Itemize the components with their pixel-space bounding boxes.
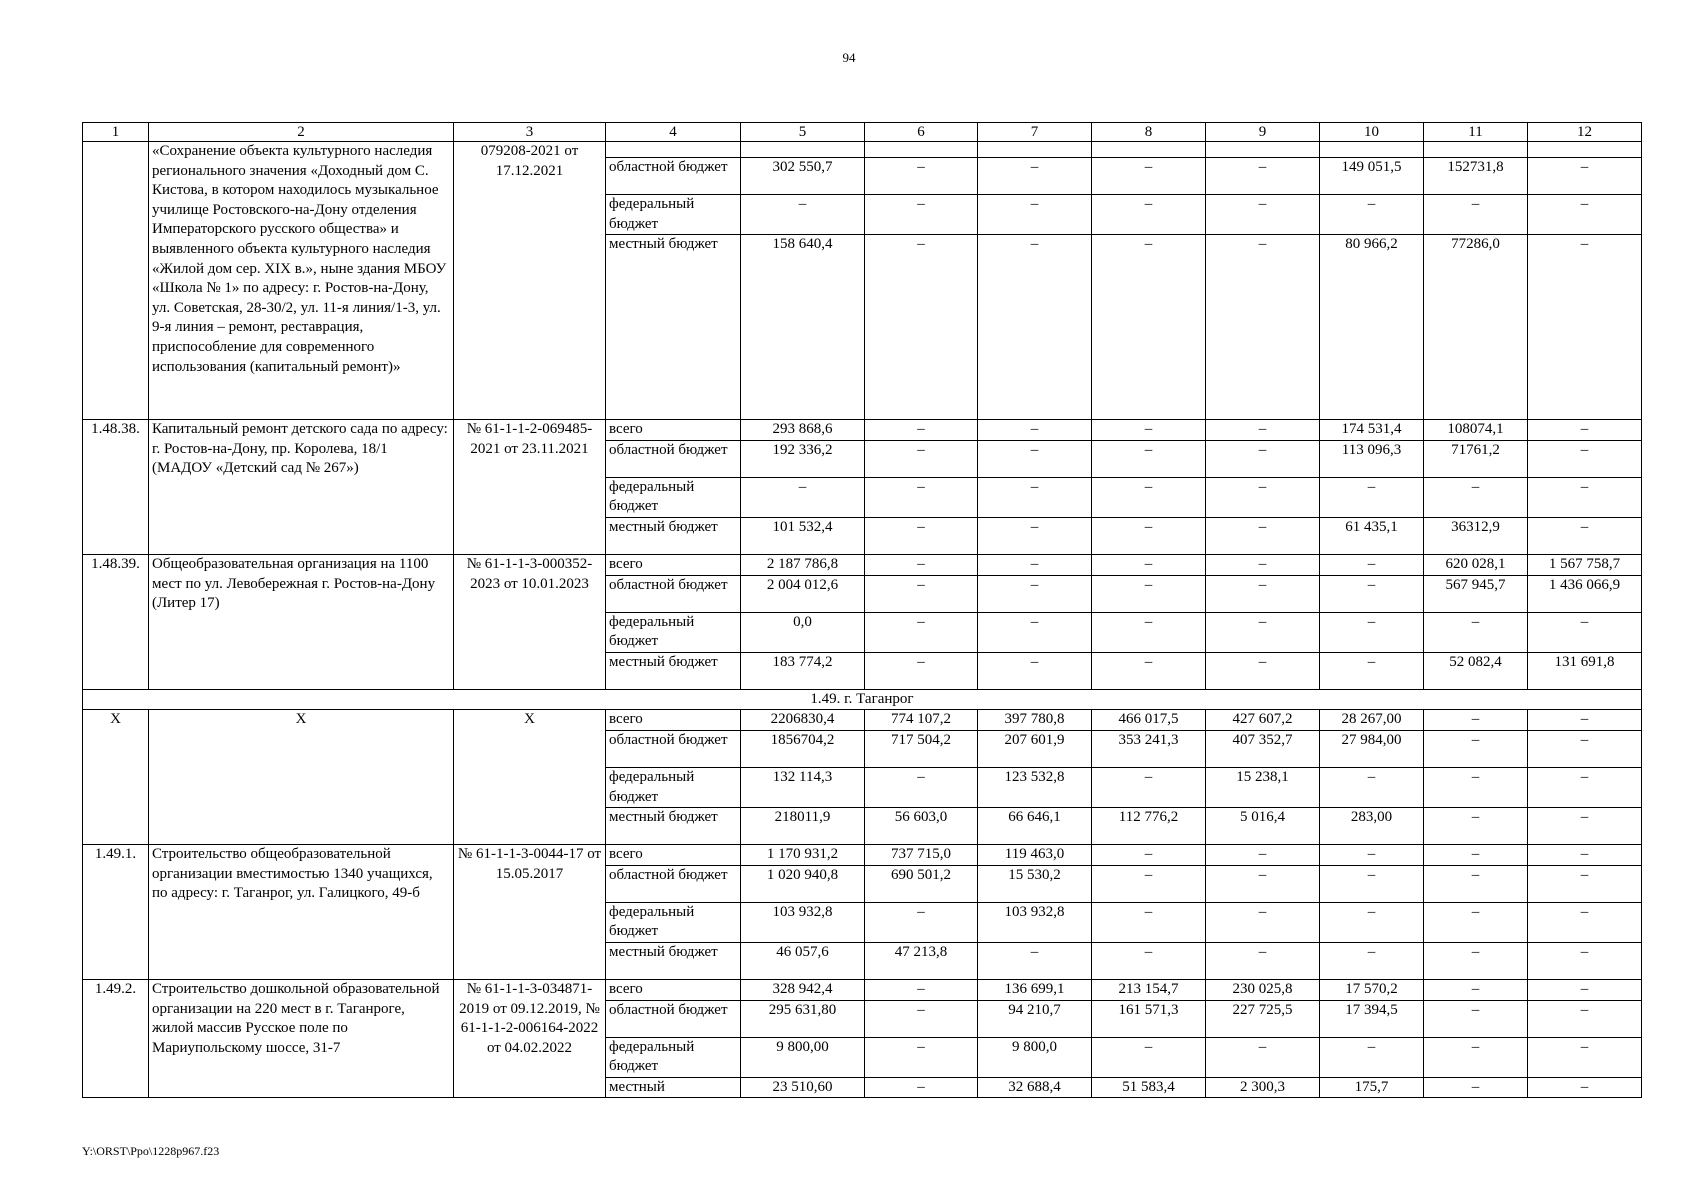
amount-cell: – [1206,517,1320,554]
amount-cell: – [1092,865,1206,902]
amount-cell: 9 800,0 [978,1037,1092,1077]
amount-cell: – [865,979,978,1000]
amount-cell: – [1528,612,1642,652]
table-row [83,142,1642,158]
amount-cell: – [1206,440,1320,477]
amount-cell: – [1206,1037,1320,1077]
amount-cell: – [1424,767,1528,807]
object-name-cell: Капитальный ремонт детского сада по адресу: г. Ростов-на-Дону, пр. Королева, 18/1 (МАДОУ «Детский сад № 267») [149,420,454,555]
amount-cell: – [1528,1037,1642,1077]
amount-cell: 119 463,0 [978,845,1092,866]
funding-source-cell [606,142,741,158]
amount-cell: 36312,9 [1424,517,1528,554]
amount-cell: 158 640,4 [741,235,865,420]
funding-source-cell: местный бюджет [606,942,741,979]
amount-cell: 774 107,2 [865,710,978,731]
amount-cell: – [865,1077,978,1098]
amount-cell: 407 352,7 [1206,730,1320,767]
amount-cell: – [1424,808,1528,845]
amount-cell: – [978,554,1092,575]
amount-cell: – [1206,652,1320,689]
amount-cell: – [1424,1077,1528,1098]
amount-cell: – [978,942,1092,979]
amount-cell: – [1206,420,1320,441]
funding-source-cell: областной бюджет [606,1000,741,1037]
amount-cell: – [865,902,978,942]
amount-cell: – [1206,902,1320,942]
amount-cell: 51 583,4 [1092,1077,1206,1098]
amount-cell [1092,142,1206,158]
amount-cell: – [1320,477,1424,517]
amount-cell: – [1320,195,1424,235]
amount-cell [1424,142,1528,158]
funding-source-cell: областной бюджет [606,440,741,477]
amount-cell: 9 800,00 [741,1037,865,1077]
amount-cell: 218011,9 [741,808,865,845]
amount-cell: – [1320,1037,1424,1077]
amount-cell: 28 267,00 [1320,710,1424,731]
column-number-cell: 1 [83,123,149,142]
amount-cell: 2 300,3 [1206,1077,1320,1098]
column-number-cell: 6 [865,123,978,142]
amount-cell: 620 028,1 [1424,554,1528,575]
amount-cell: 152731,8 [1424,158,1528,195]
amount-cell: – [1528,1077,1642,1098]
amount-cell: 2 187 786,8 [741,554,865,575]
amount-cell: 23 510,60 [741,1077,865,1098]
funding-source-cell: местный [606,1077,741,1098]
section-title: 1.49. г. Таганрог [83,689,1642,710]
amount-cell: 2 004 012,6 [741,575,865,612]
amount-cell: 94 210,7 [978,1000,1092,1037]
funding-source-cell: федеральный бюджет [606,1037,741,1077]
amount-cell: – [978,440,1092,477]
amount-cell: 123 532,8 [978,767,1092,807]
amount-cell: 302 550,7 [741,158,865,195]
item-number-cell: 1.49.2. [83,979,149,1097]
amount-cell: – [1424,195,1528,235]
amount-cell: – [865,554,978,575]
funding-source-cell: областной бюджет [606,158,741,195]
amount-cell: – [1528,158,1642,195]
amount-cell: 293 868,6 [741,420,865,441]
amount-cell: 207 601,9 [978,730,1092,767]
amount-cell: – [1424,730,1528,767]
object-name-cell: Строительство общеобразовательной организации вместимостью 1340 учащихся, по адресу: г. Таганрог, ул. Галицкого, 49-б [149,845,454,980]
amount-cell: – [865,158,978,195]
column-number-cell: 4 [606,123,741,142]
funding-source-cell: местный бюджет [606,808,741,845]
amount-cell: – [1528,517,1642,554]
amount-cell: – [1092,158,1206,195]
amount-cell [978,142,1092,158]
amount-cell: – [1206,942,1320,979]
amount-cell: – [1320,554,1424,575]
table-row [83,710,1642,731]
amount-cell: 283,00 [1320,808,1424,845]
amount-cell [1320,142,1424,158]
amount-cell: – [1528,235,1642,420]
funding-source-cell: федеральный бюджет [606,767,741,807]
amount-cell: 1856704,2 [741,730,865,767]
amount-cell: – [1320,767,1424,807]
amount-cell: – [1092,477,1206,517]
funding-source-cell: всего [606,554,741,575]
amount-cell: – [1424,979,1528,1000]
amount-cell: – [1092,554,1206,575]
amount-cell: – [1092,845,1206,866]
amount-cell: – [1206,845,1320,866]
amount-cell: – [1092,1037,1206,1077]
object-name-cell: X [149,710,454,845]
amount-cell: – [1528,845,1642,866]
amount-cell: – [978,195,1092,235]
amount-cell: 132 114,3 [741,767,865,807]
amount-cell: – [1320,845,1424,866]
item-number-cell: 1.48.39. [83,554,149,689]
amount-cell: 15 530,2 [978,865,1092,902]
amount-cell: 61 435,1 [1320,517,1424,554]
amount-cell: – [865,420,978,441]
amount-cell: 17 394,5 [1320,1000,1424,1037]
amount-cell: 1 567 758,7 [1528,554,1642,575]
amount-cell: 52 082,4 [1424,652,1528,689]
amount-cell: 1 020 940,8 [741,865,865,902]
amount-cell [741,142,865,158]
document-number-cell: № 61-1-1-3-000352-2023 от 10.01.2023 [454,554,606,689]
amount-cell: 227 725,5 [1206,1000,1320,1037]
amount-cell: – [1092,902,1206,942]
item-number-cell: 1.49.1. [83,845,149,980]
amount-cell: 32 688,4 [978,1077,1092,1098]
item-number-cell: X [83,710,149,845]
amount-cell: – [865,195,978,235]
amount-cell: 112 776,2 [1092,808,1206,845]
amount-cell: 230 025,8 [1206,979,1320,1000]
amount-cell: – [1206,575,1320,612]
amount-cell: – [741,195,865,235]
amount-cell: 161 571,3 [1092,1000,1206,1037]
amount-cell: – [1320,612,1424,652]
amount-cell: – [1528,865,1642,902]
amount-cell: 47 213,8 [865,942,978,979]
page-number: 94 [842,50,856,65]
amount-cell: 71761,2 [1424,440,1528,477]
amount-cell: 737 715,0 [865,845,978,866]
amount-cell: – [978,652,1092,689]
amount-cell: – [1206,477,1320,517]
amount-cell: 17 570,2 [1320,979,1424,1000]
document-number-cell: X [454,710,606,845]
amount-cell: – [865,1037,978,1077]
amount-cell: 213 154,7 [1092,979,1206,1000]
amount-cell: – [1528,730,1642,767]
amount-cell: 1 436 066,9 [1528,575,1642,612]
amount-cell: – [1092,235,1206,420]
amount-cell: 149 051,5 [1320,158,1424,195]
amount-cell: 136 699,1 [978,979,1092,1000]
amount-cell: – [1424,477,1528,517]
column-number-cell: 3 [454,123,606,142]
object-name-cell: Строительство дошкольной образовательной организации на 220 мест в г. Таганроге, жилой массив Русское поле по Мариупольскому шоссе, 31-7 [149,979,454,1097]
amount-cell: 397 780,8 [978,710,1092,731]
column-number-cell: 2 [149,123,454,142]
funding-source-cell: федеральный бюджет [606,612,741,652]
amount-cell: – [978,235,1092,420]
amount-cell: – [865,235,978,420]
amount-cell: 103 932,8 [978,902,1092,942]
amount-cell: – [1424,942,1528,979]
amount-cell: – [1424,845,1528,866]
amount-cell: 46 057,6 [741,942,865,979]
amount-cell: – [978,517,1092,554]
amount-cell: 192 336,2 [741,440,865,477]
amount-cell: – [1528,477,1642,517]
funding-source-cell: местный бюджет [606,517,741,554]
amount-cell: – [1092,195,1206,235]
amount-cell: – [1424,1037,1528,1077]
column-number-cell: 8 [1092,123,1206,142]
amount-cell: 131 691,8 [1528,652,1642,689]
amount-cell: 174 531,4 [1320,420,1424,441]
funding-source-cell: областной бюджет [606,575,741,612]
amount-cell [1206,142,1320,158]
object-name-cell: Общеобразовательная организация на 1100 мест по ул. Левобережная г. Ростов-на-Дону (Литер 17) [149,554,454,689]
funding-source-cell: областной бюджет [606,865,741,902]
amount-cell: – [865,440,978,477]
amount-cell: – [1424,1000,1528,1037]
object-name-cell: «Сохранение объекта культурного наследия регионального значения «Доходный дом С. Кистова, в котором находилось музыкальное училище Ростовского-на-Дону отделения Императорского русского общества» и выявленного объекта культурного наследия «Жилой дом сер. XIX в.», ныне здания МБОУ «Школа № 1» по адресу: г. Ростов-на-Дону, ул. Советская, 28-30/2, ул. 11-я линия/1-3, ул. 9-я линия – ремонт, реставрация, приспособление для современного использования (капитальный ремонт)» [149,142,454,420]
document-number-cell: № 61-1-1-3-034871-2019 от 09.12.2019, № 61-1-1-2-006164-2022 от 04.02.2022 [454,979,606,1097]
amount-cell: – [1424,612,1528,652]
amount-cell: – [1528,979,1642,1000]
amount-cell: – [1320,942,1424,979]
funding-source-cell: федеральный бюджет [606,902,741,942]
amount-cell: – [865,612,978,652]
item-number-cell: 1.48.38. [83,420,149,555]
amount-cell: – [1528,420,1642,441]
amount-cell: 77286,0 [1424,235,1528,420]
amount-cell: – [865,652,978,689]
amount-cell: – [1206,865,1320,902]
document-number-cell: 079208-2021 от 17.12.2021 [454,142,606,420]
column-number-cell: 9 [1206,123,1320,142]
column-number-cell: 10 [1320,123,1424,142]
amount-cell: – [1092,942,1206,979]
amount-cell: – [1424,902,1528,942]
amount-cell: – [1206,195,1320,235]
budget-table [82,122,1642,1098]
column-number-cell: 12 [1528,123,1642,142]
amount-cell: – [1206,612,1320,652]
amount-cell: 101 532,4 [741,517,865,554]
amount-cell: – [978,158,1092,195]
document-number-cell: № 61-1-1-3-0044-17 от 15.05.2017 [454,845,606,980]
table-row [83,845,1642,866]
section-header-row [83,689,1642,710]
amount-cell: – [1092,652,1206,689]
amount-cell: 1 170 931,2 [741,845,865,866]
amount-cell: – [1092,767,1206,807]
amount-cell: 113 096,3 [1320,440,1424,477]
funding-source-cell: местный бюджет [606,235,741,420]
funding-source-cell: всего [606,845,741,866]
amount-cell: – [1092,575,1206,612]
amount-cell: – [865,575,978,612]
column-number-row [83,123,1642,142]
amount-cell: – [1092,440,1206,477]
amount-cell: 108074,1 [1424,420,1528,441]
amount-cell: – [1528,902,1642,942]
amount-cell [865,142,978,158]
amount-cell: – [1528,440,1642,477]
amount-cell: 567 945,7 [1424,575,1528,612]
amount-cell [1528,142,1642,158]
amount-cell: – [978,477,1092,517]
amount-cell: – [865,517,978,554]
funding-source-cell: всего [606,420,741,441]
amount-cell: – [865,767,978,807]
amount-cell: – [1206,554,1320,575]
amount-cell: 353 241,3 [1092,730,1206,767]
table-row [83,420,1642,441]
amount-cell: – [1528,710,1642,731]
column-number-cell: 7 [978,123,1092,142]
amount-cell: – [865,477,978,517]
funding-source-cell: федеральный бюджет [606,477,741,517]
amount-cell: 15 238,1 [1206,767,1320,807]
amount-cell: – [1092,612,1206,652]
funding-source-cell: местный бюджет [606,652,741,689]
amount-cell: 427 607,2 [1206,710,1320,731]
amount-cell: – [1206,235,1320,420]
amount-cell: – [1206,158,1320,195]
amount-cell: 56 603,0 [865,808,978,845]
item-number-cell [83,142,149,420]
amount-cell: – [978,420,1092,441]
amount-cell: – [1424,865,1528,902]
amount-cell: – [1528,942,1642,979]
amount-cell: – [1528,1000,1642,1037]
amount-cell: – [1528,808,1642,845]
amount-cell: 295 631,80 [741,1000,865,1037]
amount-cell: 175,7 [1320,1077,1424,1098]
amount-cell: 5 016,4 [1206,808,1320,845]
funding-source-cell: всего [606,710,741,731]
amount-cell: 466 017,5 [1092,710,1206,731]
amount-cell: 690 501,2 [865,865,978,902]
table-row [83,554,1642,575]
amount-cell: – [1528,767,1642,807]
amount-cell: – [1092,420,1206,441]
amount-cell: – [865,1000,978,1037]
amount-cell: – [978,612,1092,652]
amount-cell: 2206830,4 [741,710,865,731]
amount-cell: – [978,575,1092,612]
table-row [83,979,1642,1000]
amount-cell: 717 504,2 [865,730,978,767]
column-number-cell: 5 [741,123,865,142]
amount-cell: 103 932,8 [741,902,865,942]
amount-cell: 27 984,00 [1320,730,1424,767]
document-number-cell: № 61-1-1-2-069485-2021 от 23.11.2021 [454,420,606,555]
column-number-cell: 11 [1424,123,1528,142]
amount-cell: – [741,477,865,517]
footer-file-path: Y:\ORST\Ppo\1228p967.f23 [82,1144,220,1158]
amount-cell: 66 646,1 [978,808,1092,845]
amount-cell: – [1320,575,1424,612]
amount-cell: – [1424,710,1528,731]
funding-source-cell: федеральный бюджет [606,195,741,235]
amount-cell: – [1320,902,1424,942]
amount-cell: 328 942,4 [741,979,865,1000]
amount-cell: – [1092,517,1206,554]
amount-cell: – [1320,652,1424,689]
amount-cell: 183 774,2 [741,652,865,689]
funding-source-cell: областной бюджет [606,730,741,767]
amount-cell: – [1320,865,1424,902]
funding-source-cell: всего [606,979,741,1000]
amount-cell: 0,0 [741,612,865,652]
amount-cell: – [1528,195,1642,235]
amount-cell: 80 966,2 [1320,235,1424,420]
